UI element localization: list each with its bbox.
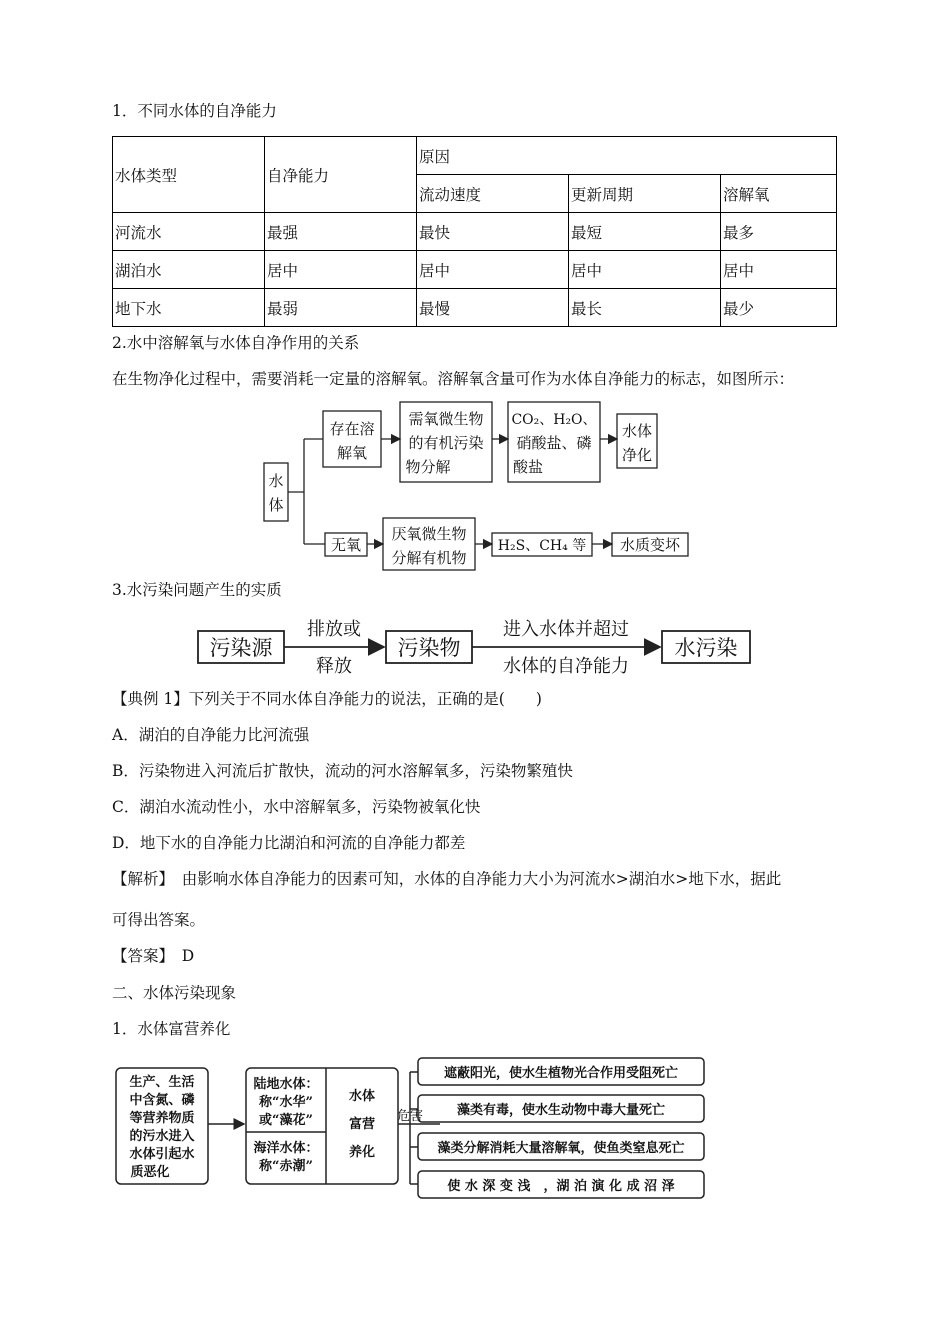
analysis-line1: 【解析】 由影响水体自净能力的因素可知，水体的自净能力大小为河流水>湖泊水>地下水，据此 xyxy=(112,870,782,888)
diagram-label: 水质变坏 xyxy=(619,536,681,554)
table-cell: 湖泊水 xyxy=(113,251,265,289)
table-cell: 河流水 xyxy=(113,213,265,251)
diagram-label: 体 xyxy=(268,496,284,514)
pollution-flow-diagram xyxy=(196,614,756,678)
diagram-label: 富营 xyxy=(348,1117,376,1132)
section1-title: 1．不同水体的自净能力 xyxy=(112,102,277,120)
diagram-label: 净化 xyxy=(621,446,653,464)
flow-label: 水污染 xyxy=(674,636,738,660)
diagram-label: 的有机污染 xyxy=(408,434,484,452)
option-d: D．地下水的自净能力比湖泊和河流的自净能力都差 xyxy=(112,834,466,852)
diagram-label: 硝酸盐、磷 xyxy=(516,434,592,452)
diagram-label: 藻类有毒，使水生动物中毒大量死亡 xyxy=(456,1103,666,1118)
diagram-label: 遮蔽阳光，使水生植物光合作用受阻死亡 xyxy=(443,1066,679,1081)
part2-title: 二、水体污染现象 xyxy=(112,984,237,1002)
table-cell: 最多 xyxy=(721,213,837,251)
diagram-label: 质恶化 xyxy=(130,1165,170,1180)
flow-label: 释放 xyxy=(316,656,352,677)
header-reason: 原因 xyxy=(417,137,837,175)
diagram-label: 危害 xyxy=(397,1109,424,1124)
table-cell: 居中 xyxy=(417,251,569,289)
table-cell: 最少 xyxy=(721,289,837,327)
table-row xyxy=(113,289,837,327)
table-cell: 最强 xyxy=(265,213,417,251)
diagram-label: 中含氮、磷 xyxy=(129,1093,195,1108)
diagram-label: 水体引起水 xyxy=(129,1147,195,1162)
header-dissolved-oxygen: 溶解氧 xyxy=(721,175,837,213)
analysis-line2: 可得出答案。 xyxy=(112,911,206,929)
diagram-label: 称“水华” xyxy=(259,1095,313,1110)
diagram-label: 解氧 xyxy=(336,444,368,462)
flow-label: 排放或 xyxy=(307,619,361,640)
answer: 【答案】 D xyxy=(112,947,195,965)
section2-title: 2.水中溶解氧与水体自净作用的关系 xyxy=(112,334,360,352)
table-cell: 地下水 xyxy=(113,289,265,327)
diagram-label: 称“赤潮” xyxy=(259,1159,313,1174)
diagram-label: 酸盐 xyxy=(512,458,544,476)
diagram-label: 分解有机物 xyxy=(391,549,467,567)
section2-desc: 在生物净化过程中，需要消耗一定量的溶解氧。溶解氧含量可作为水体自净能力的标志，如图所示： xyxy=(112,370,795,388)
flow-label: 水体的自净能力 xyxy=(503,656,629,677)
diagram-label: 水 xyxy=(268,472,284,490)
diagram-label: 养化 xyxy=(348,1145,376,1160)
diagram-label: 使 水 深 变 浅 ，湖 泊 演 化 成 沼 泽 xyxy=(447,1179,675,1194)
diagram-label: 等营养物质 xyxy=(129,1111,195,1126)
table-cell: 居中 xyxy=(265,251,417,289)
part2-subtitle: 1．水体富营养化 xyxy=(112,1020,231,1038)
diagram-label: 物分解 xyxy=(405,458,451,476)
header-flow-speed: 流动速度 xyxy=(417,175,569,213)
table-cell: 最慢 xyxy=(417,289,569,327)
table-cell: 最弱 xyxy=(265,289,417,327)
diagram-label: 陆地水体： xyxy=(253,1077,319,1092)
diagram-label: 水体 xyxy=(621,422,653,440)
option-c: C．湖泊水流动性小，水中溶解氧多，污染物被氧化快 xyxy=(112,798,481,816)
option-b: B．污染物进入河流后扩散快，流动的河水溶解氧多，污染物繁殖快 xyxy=(112,762,573,780)
table-cell: 最长 xyxy=(569,289,721,327)
diagram-label: CO₂、H₂O、 xyxy=(511,412,597,428)
table-cell: 最快 xyxy=(417,213,569,251)
table-cell: 居中 xyxy=(721,251,837,289)
diagram-label: 水体 xyxy=(348,1089,376,1104)
diagram-label: 存在溶 xyxy=(329,420,375,438)
diagram-label: 无氧 xyxy=(330,536,362,554)
diagram-label: 的污水进入 xyxy=(129,1129,195,1144)
self-purification-table xyxy=(112,136,837,327)
table-row xyxy=(113,251,837,289)
eutrophication-diagram xyxy=(114,1052,710,1204)
diagram-label: H₂S、CH₄ 等 xyxy=(497,538,587,554)
flow-label: 进入水体并超过 xyxy=(503,619,629,640)
section3-title: 3.水污染问题产生的实质 xyxy=(112,581,282,599)
table-cell: 最短 xyxy=(569,213,721,251)
option-a: A．湖泊的自净能力比河流强 xyxy=(112,726,310,744)
diagram-label: 海洋水体： xyxy=(253,1141,319,1156)
header-capacity: 自净能力 xyxy=(265,137,417,213)
diagram-label: 需氧微生物 xyxy=(408,410,484,428)
flow-label: 污染物 xyxy=(397,636,461,660)
table-cell: 居中 xyxy=(569,251,721,289)
diagram-label: 厌氧微生物 xyxy=(391,525,467,543)
diagram-label: 或“藻花” xyxy=(259,1113,313,1128)
diagram-label: 藻类分解消耗大量溶解氧，使鱼类窒息死亡 xyxy=(437,1141,685,1156)
example-question: 【典例 1】下列关于不同水体自净能力的说法，正确的是( ) xyxy=(112,690,542,708)
oxygen-diagram xyxy=(250,396,700,572)
table-row xyxy=(113,213,837,251)
header-renewal-cycle: 更新周期 xyxy=(569,175,721,213)
header-water-type: 水体类型 xyxy=(113,137,265,213)
diagram-label: 生产、生活 xyxy=(129,1075,195,1090)
flow-label: 污染源 xyxy=(209,636,273,660)
